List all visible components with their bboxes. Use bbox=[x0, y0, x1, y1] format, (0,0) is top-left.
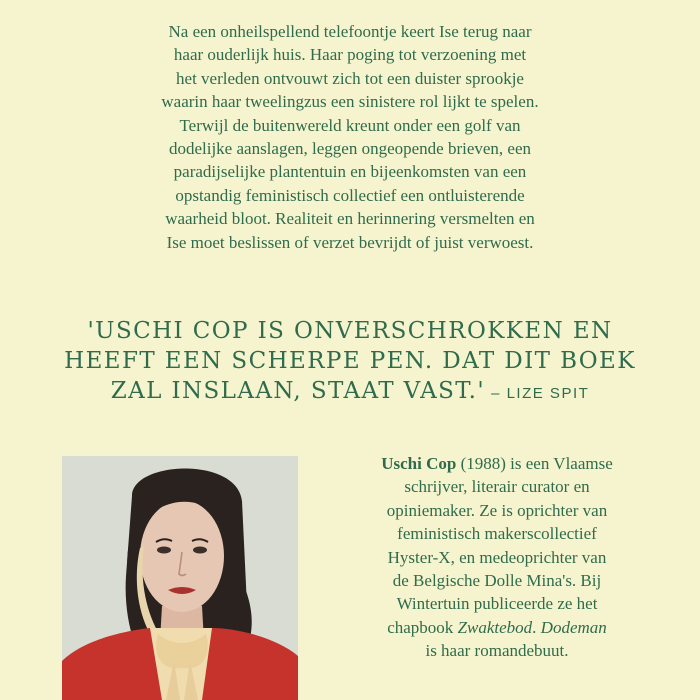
quote-attribution: – LIZE SPIT bbox=[491, 385, 590, 402]
author-bio bbox=[312, 452, 682, 663]
bio-line bbox=[312, 616, 682, 639]
bio-line: opiniemaker. Ze is oprichter van bbox=[386, 500, 608, 520]
bio-line: Wintertuin publiceerde ze het bbox=[396, 594, 598, 614]
blurb-line: Terwijl de buitenwereld kreunt onder een golf van bbox=[179, 115, 521, 135]
back-cover-blurb bbox=[60, 20, 640, 254]
bio-text: . bbox=[532, 617, 541, 637]
quote-line: HEEFT EEN SCHERPE PEN. DAT DIT BOEK bbox=[64, 348, 636, 374]
blurb-line: Ise moet beslissen of verzet bevrijdt of juist verwoest. bbox=[166, 232, 534, 252]
blurb-line: het verleden ontvouwt zich tot een duister sprookje bbox=[176, 68, 524, 88]
author-name: Uschi Cop bbox=[381, 454, 457, 473]
blurb-line: waarheid bloot. Realiteit en herinnering versmelten en bbox=[165, 209, 535, 229]
author-photo bbox=[62, 456, 298, 700]
bio-line: feministisch makerscollectief bbox=[397, 524, 597, 544]
bio-line: is haar romandebuut. bbox=[425, 641, 569, 661]
bio-text: (1988) is een Vlaamse bbox=[456, 454, 613, 473]
author-portrait-icon bbox=[62, 456, 298, 700]
review-quote bbox=[40, 316, 660, 409]
book-title-dodeman: Dodeman bbox=[540, 617, 607, 637]
blurb-line: dodelijke aanslagen, leggen ongeopende brieven, een bbox=[168, 139, 532, 159]
quote-text: ZAL INSLAAN, STAAT VAST.' bbox=[110, 378, 486, 404]
bio-line: Hyster-X, en medeoprichter van bbox=[387, 547, 607, 567]
quote-line-last bbox=[40, 376, 660, 409]
bio-line: de Belgische Dolle Mina's. Bij bbox=[392, 571, 602, 591]
bio-line: schrijver, literair curator en bbox=[404, 477, 590, 497]
blurb-line: Na een onheilspellend telefoontje keert Ise terug naar bbox=[168, 22, 532, 41]
bio-line bbox=[312, 452, 682, 475]
blurb-line: opstandig feministisch collectief een ontluisterende bbox=[175, 185, 525, 205]
blurb-line: waarin haar tweelingzus een sinistere rol lijkt te spelen. bbox=[161, 92, 539, 112]
bio-text: chapbook bbox=[387, 617, 458, 637]
blurb-line: paradijselijke plantentuin en bijeenkomsten van een bbox=[173, 162, 527, 182]
blurb-line: haar ouderlijk huis. Haar poging tot verzoening met bbox=[173, 45, 527, 65]
quote-line: 'USCHI COP IS ONVERSCHROKKEN EN bbox=[87, 318, 613, 344]
book-title-zwaktebod: Zwaktebod bbox=[457, 617, 533, 637]
